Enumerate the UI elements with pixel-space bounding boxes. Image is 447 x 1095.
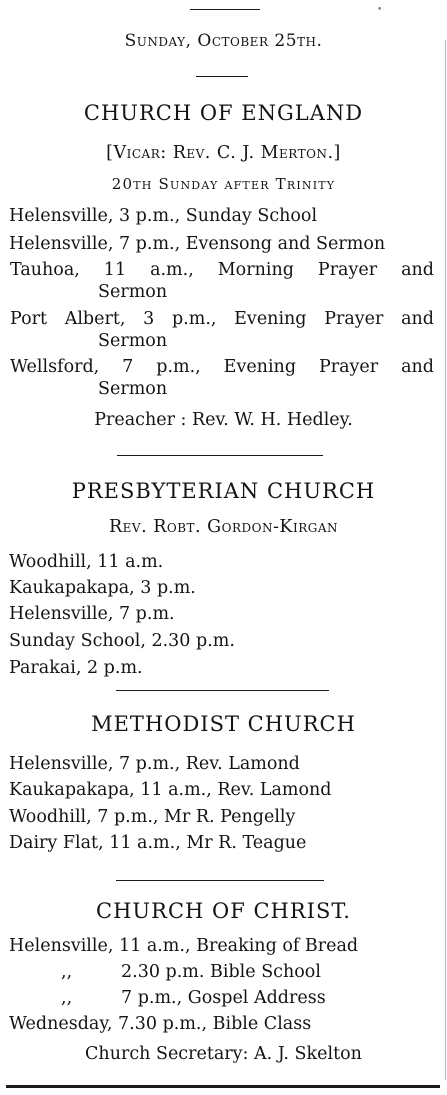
coe-service-5-cont: Sermon [98,379,168,399]
methodist-service-3: Woodhill, 7 p.m., Mr R. Pengelly [9,807,296,827]
christ-service-2-text: 2.30 p.m. Bible School [121,962,321,982]
christ-service-4: Wednesday, 7.30 p.m., Bible Class [9,1014,312,1034]
divider-rule [116,880,324,881]
church-of-christ-title: CHURCH OF CHRIST. [96,899,351,923]
vicar-line: [Vicar: Rev. C. J. Merton.] [106,143,341,163]
presbyterian-service-2: Kaukapakapa, 3 p.m. [9,578,196,598]
divider-rule [116,690,329,691]
divider-rule [196,76,248,77]
date-header: Sunday, October 25th. [124,31,323,51]
coe-service-3-cont: Sermon [98,282,168,302]
top-rule [190,9,260,10]
ditto-mark: ,, [61,988,73,1008]
presbyterian-service-3: Helensville, 7 p.m. [9,604,175,624]
coe-service-1: Helensville, 3 p.m., Sunday School [9,206,318,226]
speck-mark: • [377,5,383,15]
presbyterian-service-4: Sunday School, 2.30 p.m. [9,631,235,651]
coe-service-2: Helensville, 7 p.m., Evensong and Sermon [9,234,386,254]
coe-service-4: Port Albert, 3 p.m., Evening Prayer and [10,309,434,329]
occasion-line: 20th Sunday after Trinity [111,175,336,193]
presbyterian-title: PRESBYTERIAN CHURCH [71,479,376,503]
methodist-service-2: Kaukapakapa, 11 a.m., Rev. Lamond [9,780,332,800]
coe-service-3: Tauhoa, 11 a.m., Morning Prayer and [10,260,434,280]
coe-service-4-cont: Sermon [98,331,168,351]
presbyterian-service-1: Woodhill, 11 a.m. [9,552,164,572]
christ-service-3 [61,987,326,1009]
methodist-title: METHODIST CHURCH [91,712,356,736]
methodist-service-1: Helensville, 7 p.m., Rev. Lamond [9,754,300,774]
church-of-england-title: CHURCH OF ENGLAND [83,101,364,125]
coe-service-5: Wellsford, 7 p.m., Evening Prayer and [10,357,434,377]
secretary-line: Church Secretary: A. J. Skelton [85,1044,362,1064]
christ-service-1: Helensville, 11 a.m., Breaking of Bread [9,936,359,956]
ditto-mark: ,, [61,962,73,982]
presbyterian-service-5: Parakai, 2 p.m. [9,658,143,678]
christ-service-3-text: 7 p.m., Gospel Address [121,988,326,1008]
bottom-rule [6,1085,440,1088]
christ-service-2 [61,961,321,983]
column-edge [445,40,446,1080]
preacher-line: Preacher : Rev. W. H. Hedley. [94,410,353,430]
minister-line: Rev. Robt. Gordon-Kirgan [108,517,338,537]
divider-rule [117,455,323,456]
methodist-service-4: Dairy Flat, 11 a.m., Mr R. Teague [9,833,307,853]
